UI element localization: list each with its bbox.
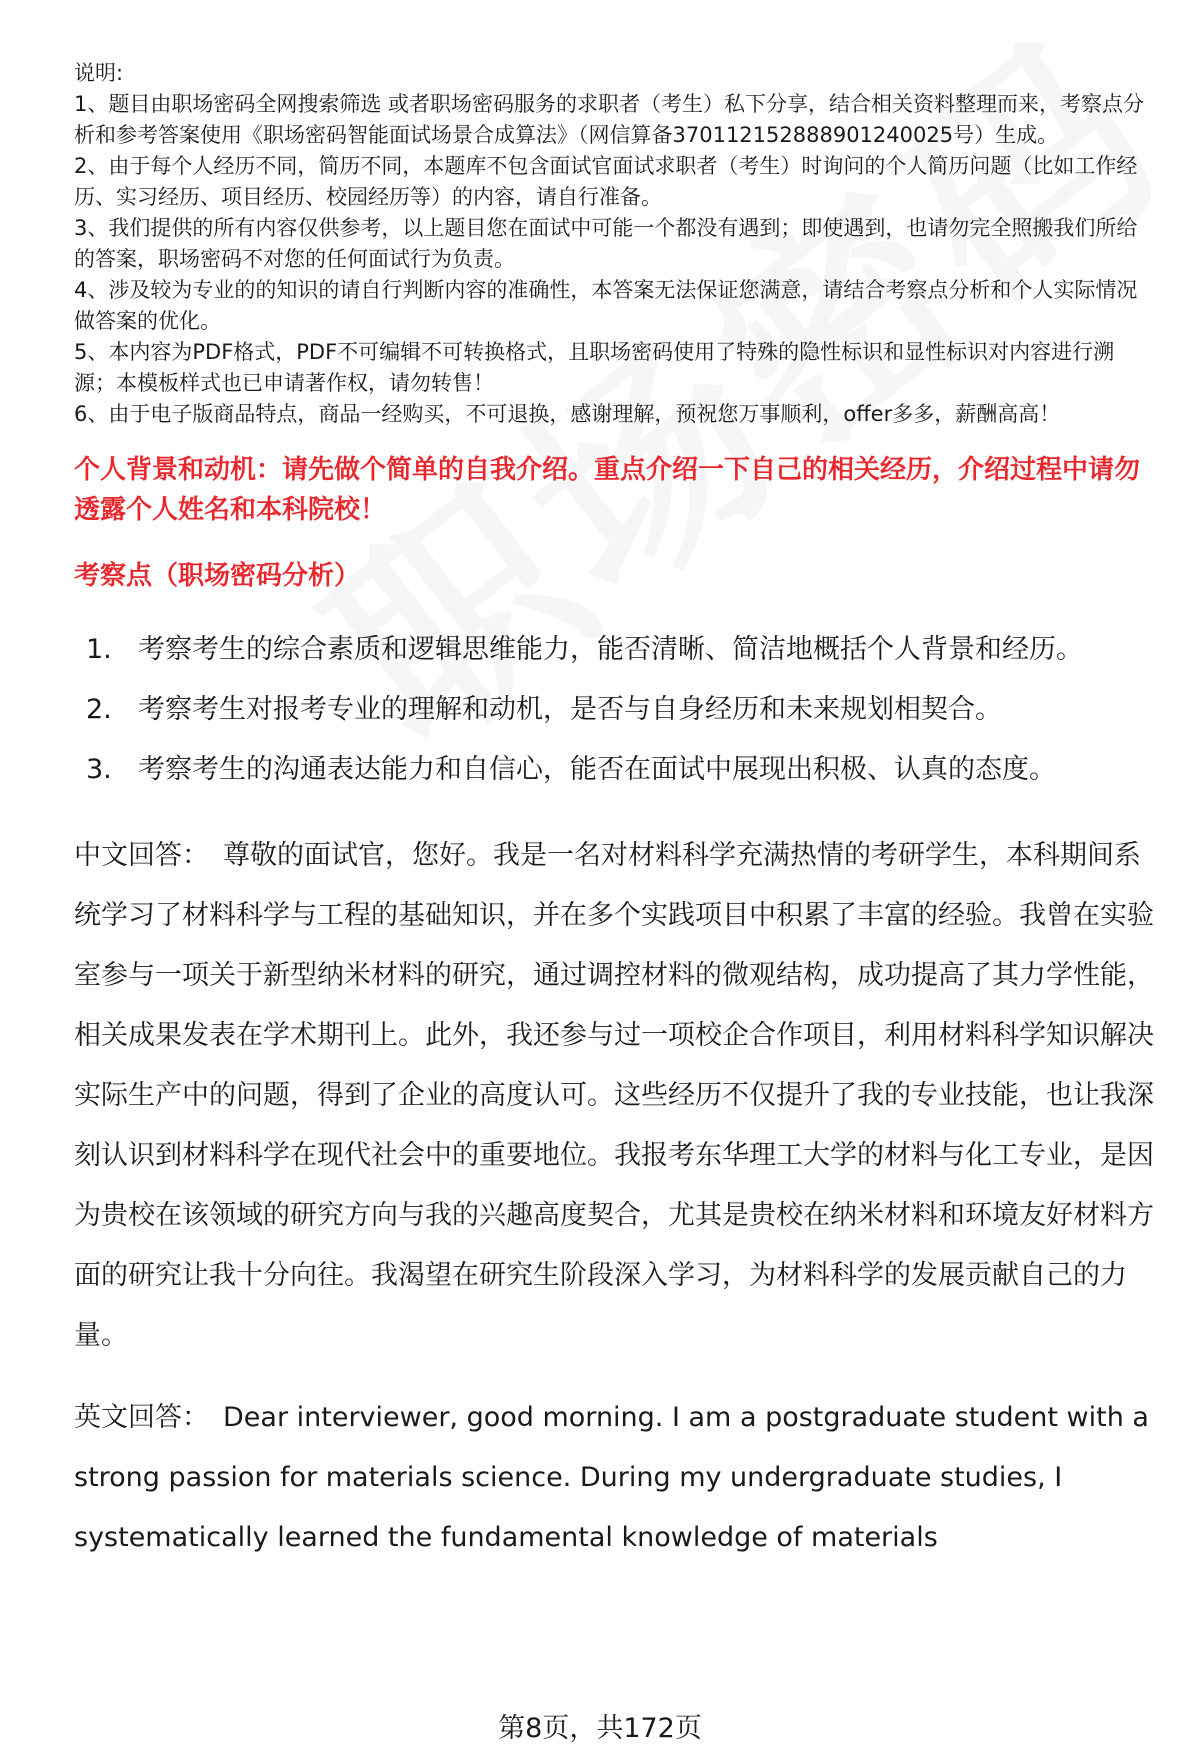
note-item: 3、我们提供的所有内容仅供参考，以上题目您在面试中可能一个都没有遇到；即使遇到，也请勿完全照搬我们所给的答案，职场密码不对您的任何面试行为负责。 xyxy=(74,216,1138,271)
note-item: 2、由于每个人经历不同，简历不同，本题库不包含面试官面试求职者（考生）时询问的个人简历问题（比如工作经历、实习经历、项目经历、校园经历等）的内容，请自行准备。 xyxy=(74,154,1138,209)
key-point-text: 考察考生对报考专业的理解和动机，是否与自身经历和未来规划相契合。 xyxy=(138,694,1002,725)
key-point-item xyxy=(74,680,1154,740)
notes-heading: 说明: xyxy=(74,61,124,85)
english-answer-label: 英文回答： xyxy=(74,1402,209,1433)
chinese-answer xyxy=(74,826,1154,1366)
disclaimer-notes xyxy=(74,58,1154,430)
note-item: 4、涉及较为专业的的知识的请自行判断内容的准确性，本答案无法保证您满意，请结合考察点分析和个人实际情况做答案的优化。 xyxy=(74,278,1138,333)
key-point-text: 考察考生的综合素质和逻辑思维能力，能否清晰、简洁地概括个人背景和经历。 xyxy=(138,634,1083,665)
chinese-answer-text: 尊敬的面试官，您好。我是一名对材料科学充满热情的考研学生，本科期间系统学习了材料科学与工程的基础知识，并在多个实践项目中积累了丰富的经验。我曾在实验室参与一项关于新型纳米材料的研究，通过调控材料的微观结构，成功提高了其力学性能，相关成果发表在学术期刊上。此外，我还参与过一项校企合作项目，利用材料科学知识解决实际生产中的问题，得到了企业的高度认可。这些经历不仅提升了我的专业技能，也让我深刻认识到材料科学在现代社会中的重要地位。我报考东华理工大学的材料与化工专业，是因为贵校在该领域的研究方向与我的兴趣高度契合，尤其是贵校在纳米材料和环境友好材料方面的研究让我十分向往。我渴望在研究生阶段深入学习，为材料科学的发展贡献自己的力量。 xyxy=(74,840,1154,1351)
note-item: 5、本内容为PDF格式，PDF不可编辑不可转换格式，且职场密码使用了特殊的隐性标识和显性标识对内容进行溯源；本模板样式也已申请著作权，请勿转售！ xyxy=(74,340,1115,395)
document-page xyxy=(74,58,1154,1568)
key-point-text: 考察考生的沟通表达能力和自信心，能否在面试中展现出积极、认真的态度。 xyxy=(138,754,1056,785)
key-point-number: 3. xyxy=(86,754,112,785)
note-item: 1、题目由职场密码全网搜索筛选 或者职场密码服务的求职者（考生）私下分享，结合相关资料整理而来，考察点分析和参考答案使用《职场密码智能面试场景合成算法》（网信算备370112152888901240025号）生成。 xyxy=(74,92,1145,147)
note-item: 6、由于电子版商品特点，商品一经购买，不可退换，感谢理解，预祝您万事顺利，offer多多，薪酬高高！ xyxy=(74,402,1061,426)
question-title: 个人背景和动机：请先做个简单的自我介绍。重点介绍一下自己的相关经历，介绍过程中请勿透露个人姓名和本科院校！ xyxy=(74,455,1141,525)
key-point-item xyxy=(74,740,1154,800)
key-points-list xyxy=(74,620,1154,800)
key-point-number: 2. xyxy=(86,694,112,725)
key-points-title: 考察点（职场密码分析） xyxy=(74,561,361,591)
key-point-number: 1. xyxy=(86,634,112,665)
english-answer-text: Dear interviewer, good morning. I am a postgraduate student with a strong passion for materials science. During my undergraduate studies, I systematically learned the fundamental knowledge of materials xyxy=(74,1402,1149,1553)
key-point-item xyxy=(74,620,1154,680)
page-number-footer: 第8页，共172页 xyxy=(498,1713,702,1744)
english-answer xyxy=(74,1388,1154,1568)
chinese-answer-label: 中文回答： xyxy=(74,840,209,871)
